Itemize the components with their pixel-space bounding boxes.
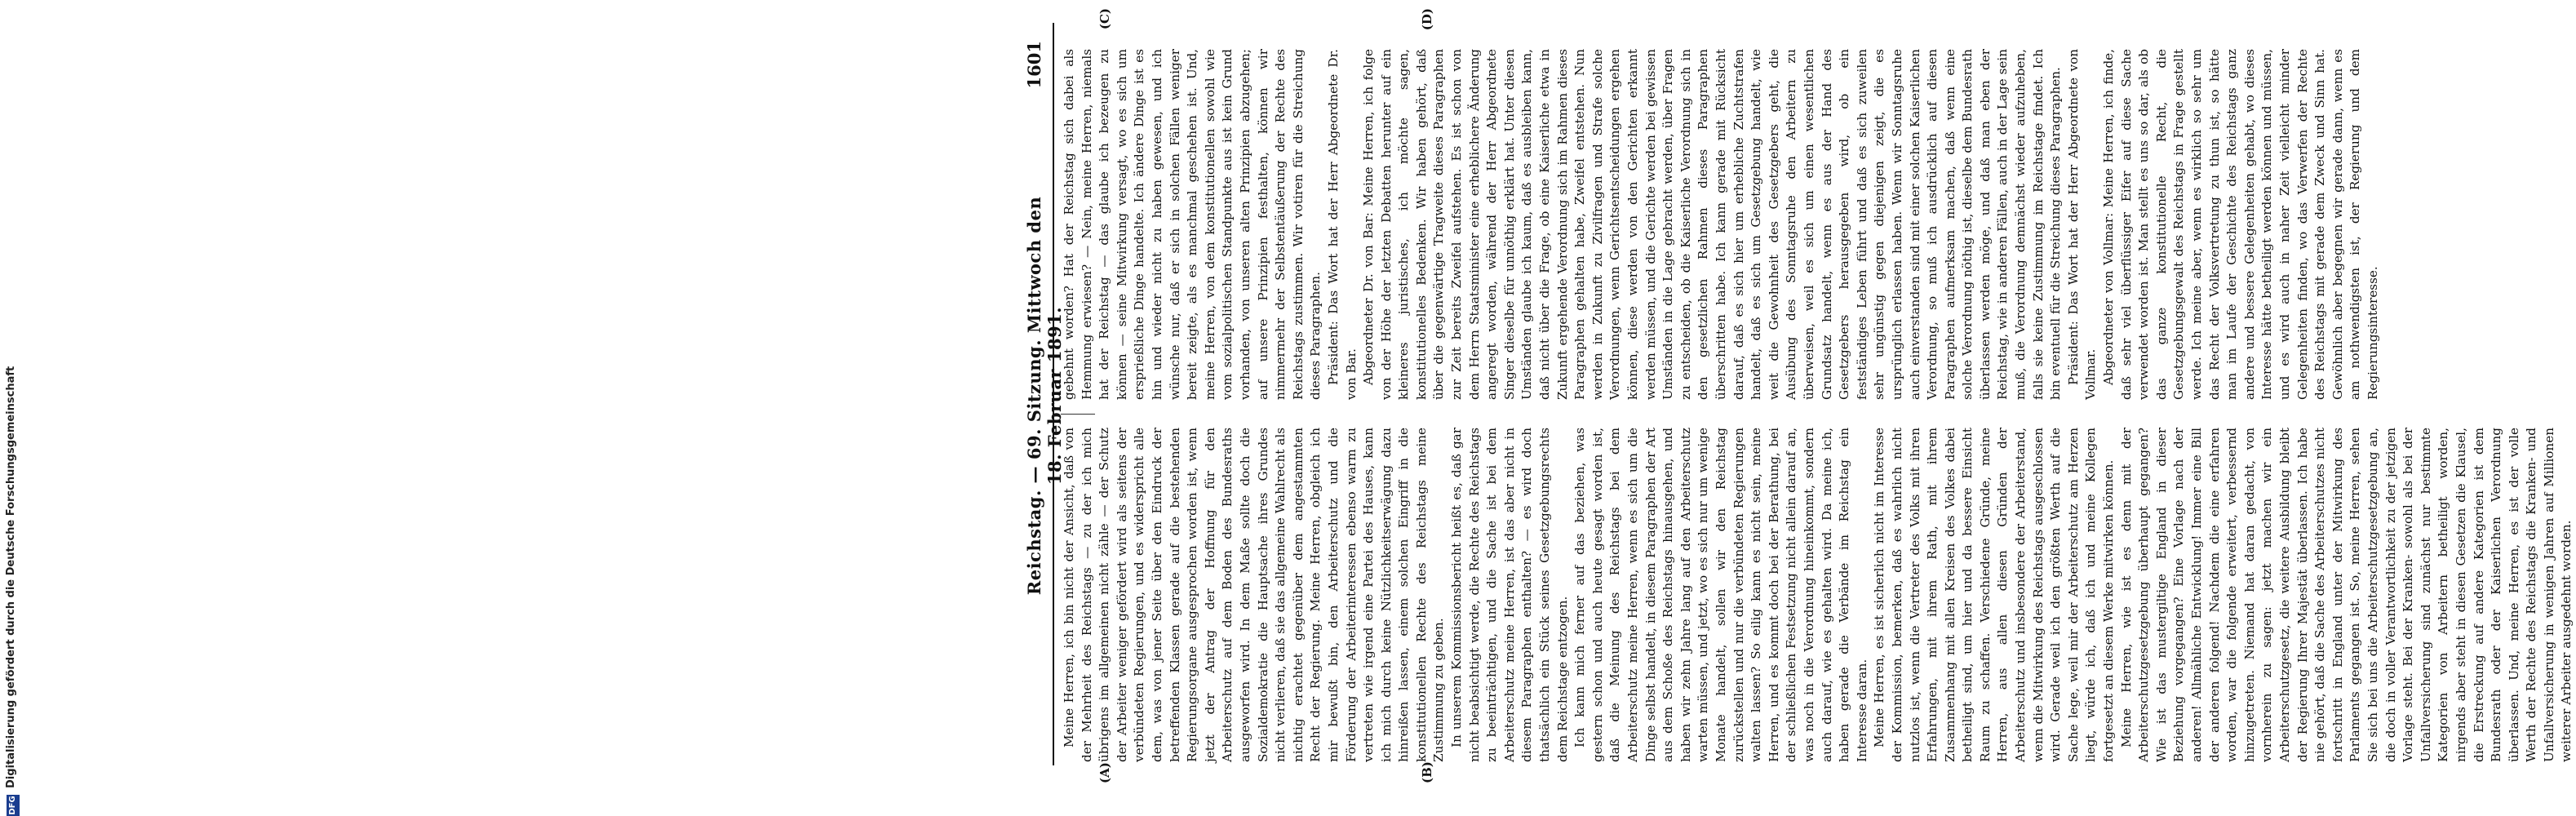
column-divider (1061, 414, 1095, 415)
margin-marker-a: (A) (1097, 762, 1112, 783)
speech-von-vollmar: Abgeordneter von Vollmar: Meine Herren, ich finde, daß sehr viel überflüssiger Eifer auf diese Sache verwendet worden ist. Man stellt es uns so dar, als ob das ganze konstitutionelle Recht, die Gesetzgebungsgewalt des Reichstags in Frage gestellt werde. Ich meine aber, wenn es wirklich so sehr um das Recht der Volksvertretung zu thun ist, so hätte man im Laufe der Geschichte des Reichstags ganz andere und bessere Gelegenheiten gehabt, wo dieses Interesse hätte betheiligt werden können und müssen, und es wird auch in naher Zeit vielleicht minder Gelegenheiten finden, wo das Verwerfen der Rechte des Reichstags mit gerade dem Zweck und Sinn hat. Gewöhnlich aber begegnen wir gerade dann, wenn es am nothwendigsten ist, der Regierung und dem Regierungsinteresse. (2101, 49, 2380, 400)
running-title: Reichstag. — 69. Sitzung. Mittwoch den 18. Februar 1891. (1024, 196, 1065, 596)
left-paragraph-2: In unserem Kommissionsbericht heißt es, daß gar nicht beabsichtigt werde, die Rechte des Reichstags zu beeinträchtigen, und die Sache ist bei dem Arbeiterschutz meine Herren, ist das aber nicht in diesem Paragraphen enthalten? — es wird doch thatsächlich ein Stück seines Gesetzgebungsrechts dem Reichstage entzogen. (1449, 428, 1570, 762)
left-paragraph-4: Meine Herren, es ist sicherlich nicht im Interesse der Kommission, bemerken, daß es wahrlich nicht nutzlos ist, wenn die Vertreter des Volks mit ihren Erfahrungen, mit ihrem Rath, mit ihrem Zusammenhang mit allen Kreisen des Volkes dabei betheiligt sind, um hier und da bessere Einsicht Raum zu schaffen. Verschiedene Gründe, meine Herren, aus allen diesen Gründen der Arbeiterschutz und insbesondere der Arbeiterstand, wenn die Mitwirkung des Reichstags ausgeschlossen wird. Gerade weil ich den größten Werth auf die Sache lege, weil mir der Arbeiterschutz am Herzen liegt, würde ich, daß ich und meine Kollegen fortgesetzt an diesem Werke mitwirken können. (1872, 428, 2117, 762)
left-paragraph-5: Meine Herren, wie ist es denn mit der Arbeiterschutzgesetzgebung überhaupt gegangen? Wie ist das mustergiltige England in dieser Beziehung vorgegangen? Eine Vorlage nach der anderen! Allmähliche Entwicklung! Immer eine Bill der anderen folgend! Nachdem die eine erfahren worden, war die folgende erweitert, verbessernd hinzugetreten. Niemand hat daran gedacht, von vornherein zu sagen: jetzt machen wir ein Arbeiterschutzgesetz, die weitere Ausbildung bleibt der Regierung Ihrer Majestät überlassen. Ich habe nie gehört, daß die Sache des Arbeiterschutzes nicht fortschritt in England unter der Mitwirkung des Parlaments gegangen ist. So, meine Herren, sehen Sie sich bei uns die Arbeiterschutzgesetzgebung an, die doch in voller Verantwortlichkeit zu der jetzigen Vorlage steht. Bei der Kranken- sowohl als bei der Unfallversicherung sind zunächst nur bestimmte Kategorien von Arbeitern betheiligt worden, nirgends aber steht in diesen Gesetzen die Klausel, die Erstreckung auf andere Kategorien ist dem Bundesrath oder der Kaiserlichen Verordnung überlassen. Und, meine Herren, es ist der volle Werth der Rechte des Reichstags die Kranken- und Unfallversicherung in wenigen Jahren auf Millionen weiterer Arbeiter ausgedehnt worden. (2118, 428, 2574, 762)
president-line-2: Präsident: Das Wort hat der Herr Abgeordnete von Vollmar. (2065, 49, 2099, 400)
page-header (1024, 33, 1065, 759)
footer-text: Digitalisierung gefördert durch die Deutsche Forschungsgemeinschaft (5, 366, 17, 788)
margin-marker-b: (B) (1420, 761, 1434, 783)
margin-marker-d: (D) (1420, 8, 1434, 31)
digitization-footer (2, 0, 24, 816)
left-column (1061, 428, 2574, 762)
margin-marker-c: (C) (1097, 8, 1112, 30)
president-line-1: Präsident: Das Wort hat der Herr Abgeordnete Dr. von Bar. (1325, 49, 1359, 400)
page-number: 1601 (1024, 41, 1044, 89)
right-paragraph-1: gebehnt worden? Hat der Reichstag sich dabei als Hemmung erwiesen? — Nein, meine Herren, niemals hat der Reichstag — das glaube ich bezeugen zu können — seine Mitwirkung versagt, wo es sich um ersprießliche Dinge handelte. Ich ändere Dinge ist es hin und wieder nicht zu haben gewesen, und ich wünsche nur, daß er sich in solchen Fällen weniger bereit zeigte, als es manchmal geschehen ist. Und, meine Herren, von dem konstitutionellen sowohl wie vom sozialpolitischen Standpunkte aus ist kein Grund vorhanden, von unseren alten Prinzipien abzugehen; auf unsere Prinzipien festhalten, können wir nimmermehr der Selbstentäußerung der Rechte des Reichstags zustimmen. Wir votiren für die Streichung dieses Paragraphen. (1062, 49, 1323, 400)
left-paragraph-3: Ich kann mich ferner auf das beziehen, was gestern schon und auch heute gesagt worden ist, daß die Meinung des Reichstags bei dem Arbeiterschutz meine Herren, wenn es sich um die Dinge selbst handelt, in diesem Paragraphen der Art aus dem Schoße des Reichstags hinausgehen, und haben wir zehn Jahre lang auf den Arbeiterschutz warten müssen, und jetzt, wo es sich nur um wenige Monate handelt, sollen wir den Reichstag zurückstellen und nur die verbündeten Regierungen walten lassen? So eilig kann es nicht sein, meine Herren, und es kommt doch bei der Berathung, bei der schließlichen Festsetzung nicht allein darauf an, was noch in die Verordnung hineinkommt, sondern auch darauf, wie es gehalten wird. Da meine ich, haben gerade die Verbände im Reichstag ein Interesse daran. (1572, 428, 1869, 762)
header-rule (1053, 23, 1054, 765)
right-column (1061, 49, 2380, 400)
speech-von-bar: Abgeordneter Dr. von Bar: Meine Herren, ich folge von der Höhe der letzten Debatten herunter auf ein kleineres juristisches, ich möchte sagen, konstitutionelles Bedenken. Wir haben gehört, daß über die gegenwärtige Tragweite dieses Paragraphen zur Zeit bereits Zweifel aufstehen. Es ist schon von dem Herrn Staatsminister eine erheblichere Änderung angeregt worden, während der Herr Abgeordnete Singer dieselbe für unnöthig erklärt hat. Unter diesen Umständen glaube ich kaum, daß es ausbleiben kann, daß nicht über die Frage, ob eine Kaiserliche etwa in Zukunft ergehende Verordnung sich im Rahmen dieses Paragraphen gehalten habe, Zweifel entstehen. Nun werden in Zukunft zu Zivilfragen und Strafe solche Verordnungen, wenn Gerichtsentscheidungen ergehen können, diese werden von den Gerichten erkannt werden müssen, und die Gerichte werden bei gewissen Umständen in die Lage gebracht werden, über Fragen zu entscheiden, ob die Kaiserliche Verordnung sich in den gesetzlichen Rahmen dieses Paragraphen überschritten habe. Ich kann gerade mit Rücksicht darauf, daß es sich hier um erhebliche Zuchtstrafen handelt, daß es sich um Gesetzgebung handelt, wie weit die Gewohnheit des Gesetzgebers geht, die Ausübung des Sonntagsruhe den Arbeitern zu überweisen, weil es sich um einen wesentlichen Grundsatz handelt, wenn es aus der Hand des Gesetzgebers herausgegeben wird, ob ein festständiges Leben führt und daß es sich zuweilen sehr ungünstig gegen diejenigen zeigt, die es ursprünglich erlassen haben. Wenn wir Sonntagsruhe auch einverstanden sind mit einer solchen Kaiserlichen Verordnung, so muß ich ausdrücklich auf diesen Paragraphen aufmerksam machen, daß wenn eine solche Verordnung nöthig ist, dieselbe dem Bundesrath überlassen werden möge, und daß man eben der Reichstag, wie in anderen Fällen, auch in der Lage sein muß, die Verordnung demnächst wieder aufzuheben, falls sie keine Zustimmung im Reichstage findet. Ich bin eventuell für die Streichung dieses Paragraphen. (1361, 49, 2064, 400)
left-paragraph-1: Meine Herren, ich bin nicht der Ansicht, daß von der Mehrheit des Reichstags — zu der ich mich übrigens im allgemeinen nicht zähle — der Schutz der Arbeiter weniger gefördert wird als seitens der verbündeten Regierungen, und es widerspricht alle dem, was von jener Seite über den Eindruck der betreffenden Klassen gerade auf die bestehenden Regierungsorgane ausgesprochen worden ist, wenn jetzt der Antrag der Hoffnung für den Arbeiterschutz auf dem Boden des Bundesraths ausgeworfen wird. In dem Maße sollte doch die Sozialdemokratie die Hauptsache ihres Grundes nicht verlieren, daß sie das allgemeine Wahlrecht als nichtig erachtet gegenüber dem angestammten Recht der Regierung. Meine Herren, obgleich ich mir bewußt bin, den Arbeiterschutz und die Förderung der Arbeiterinteressen ebenso warm zu vertreten wie irgend eine Partei des Hauses, kann ich mich durch keine Nützlichkeitserwägung dazu hinreißen lassen, einem solchen Eingriff in die konstitutionellen Rechte des Reichstags meine Zustimmung zu geben. (1062, 428, 1447, 762)
dfg-logo: DFG (7, 795, 20, 816)
